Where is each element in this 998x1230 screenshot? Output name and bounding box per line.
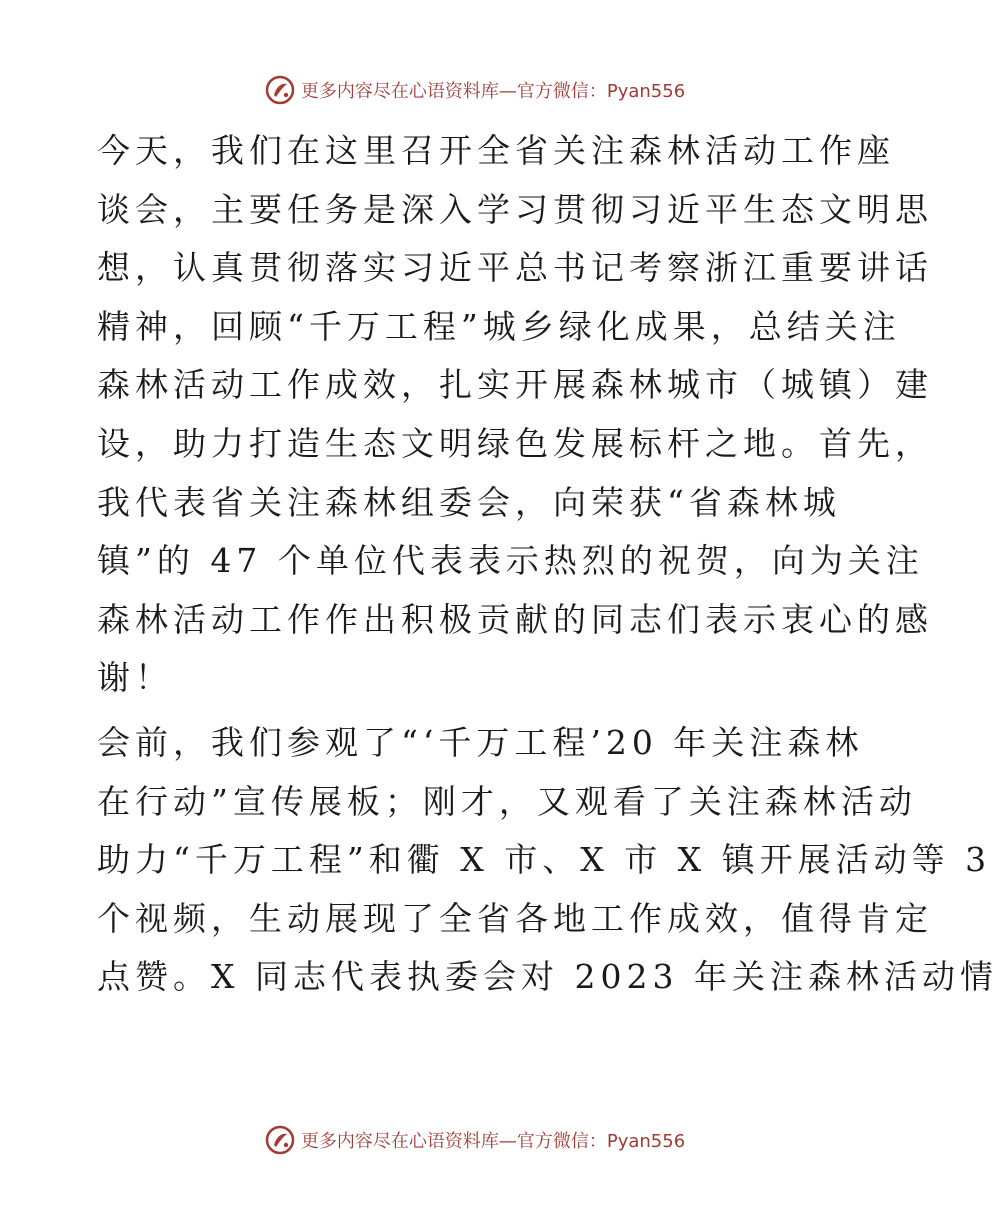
- paragraph-1: [97, 122, 933, 708]
- text-line: 谢！: [97, 658, 173, 698]
- paragraph-2: [97, 714, 998, 1007]
- text-line: 点赞。X 同志代表执委会对 2023 年关注森林活动情: [97, 957, 998, 997]
- brand-logo-icon: [265, 75, 295, 105]
- text-line: 森林活动工作成效，扎实开展森林城市（城镇）建: [97, 365, 933, 405]
- footer-banner-text: 更多内容尽在心语资料库—官方微信：Pyan556: [300, 1131, 686, 1152]
- text-line: 今天，我们在这里召开全省关注森林活动工作座: [97, 131, 895, 170]
- text-line: 想，认真贯彻落实习近平总书记考察浙江重要讲话: [97, 248, 933, 288]
- text-line: 在行动”宣传展板；刚才，又观看了关注森林活动: [97, 781, 917, 821]
- text-line: 助力“千万工程”和衢 X 市、X 市 X 镇开展活动等 3: [97, 840, 992, 880]
- text-line: 谈会，主要任务是深入学习贯彻习近平生态文明思: [97, 189, 933, 229]
- brand-logo-icon: [265, 1125, 295, 1155]
- document-body: [97, 122, 998, 1007]
- text-line: 设，助力打造生态文明绿色发展标杆之地。首先，: [97, 423, 933, 463]
- text-line: 镇”的 47 个单位代表表示热烈的祝贺，向为关注: [97, 541, 924, 581]
- text-line: 个视频，生动展现了全省各地工作成效，值得肯定: [97, 898, 933, 938]
- header-banner-text: 更多内容尽在心语资料库—官方微信：Pyan556: [300, 81, 686, 102]
- text-line: 精神，回顾“千万工程”城乡绿化成果，总结关注: [97, 306, 901, 346]
- text-line: 森林活动工作作出积极贡献的同志们表示衷心的感: [97, 599, 933, 639]
- text-line: 会前，我们参观了“‘千万工程’20 年关注森林: [97, 722, 864, 762]
- footer-banner: [0, 1120, 950, 1160]
- header-banner: [0, 70, 950, 110]
- text-line: 我代表省关注森林组委会，向荣获“省森林城: [97, 482, 841, 522]
